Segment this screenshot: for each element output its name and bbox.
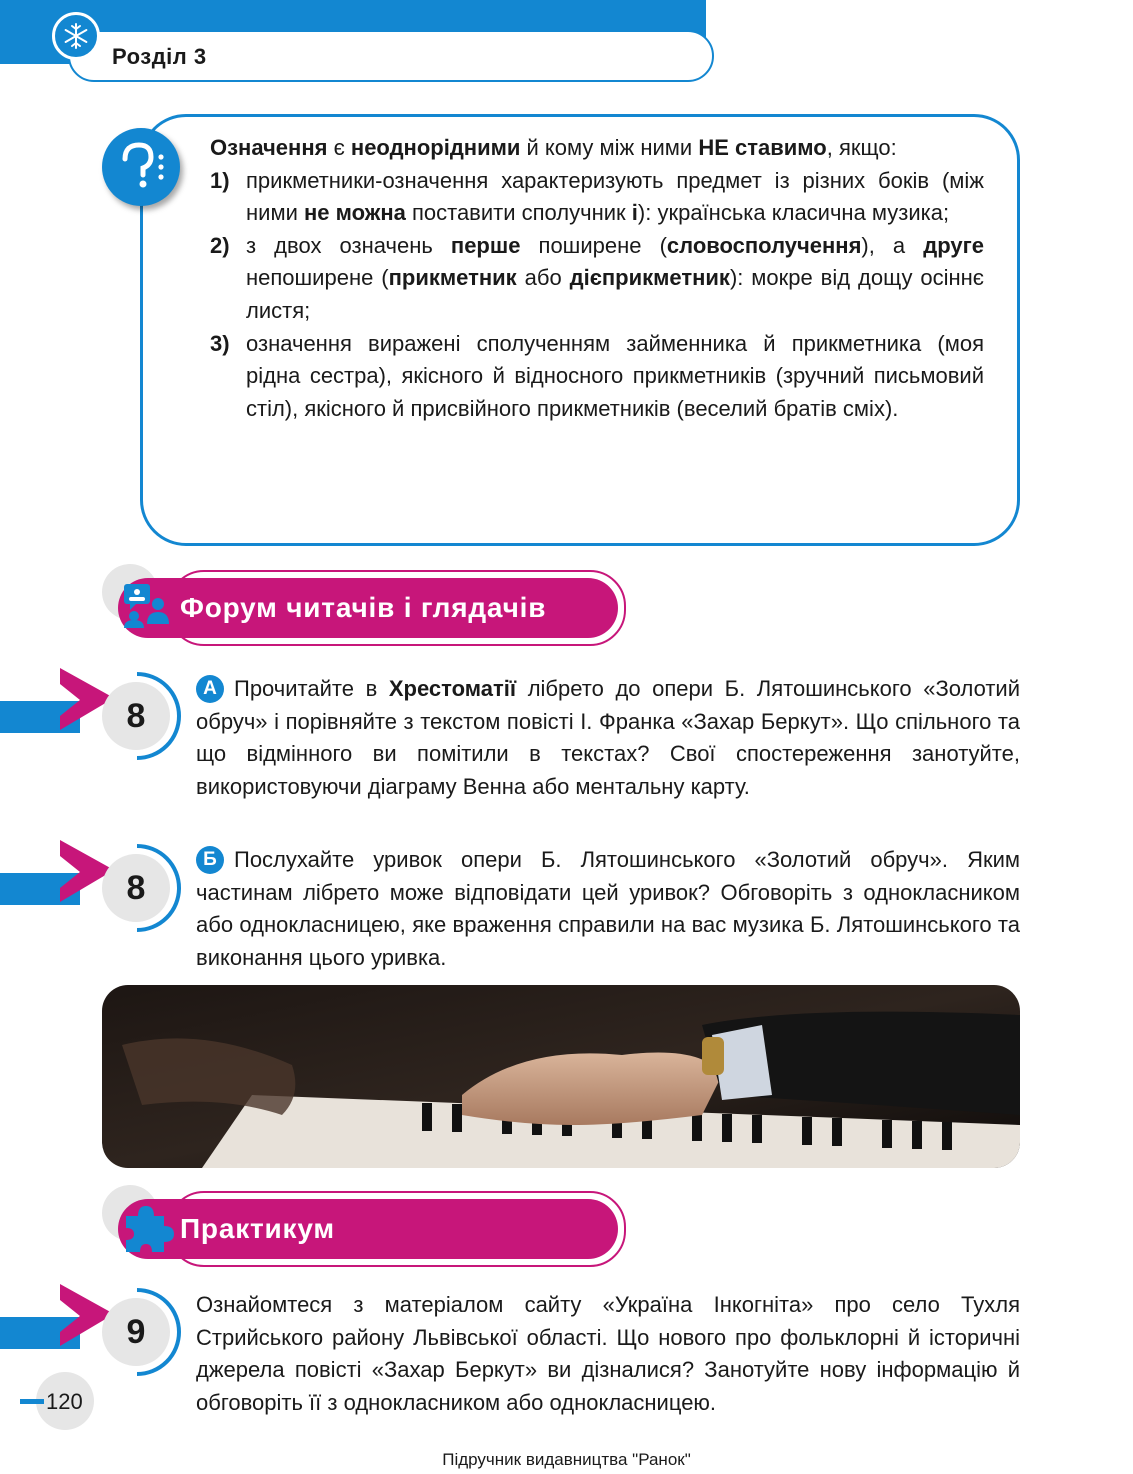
task-badge-a: А <box>196 675 224 703</box>
text-run: й кому між ними <box>520 135 699 160</box>
bold-text-run: Хрестоматії <box>388 676 517 701</box>
snowflake-icon <box>52 12 100 60</box>
text-run: прикметники-означення характеризують предмет із різних боків (між ними <box>246 167 984 226</box>
text-run: Послухайте уривок опери Б. Лятошинського «Золотий обруч». Яким частинам лібрето може відповідати цей уривок? Обговоріть з однокласником або однокласницею, яке враження справили на вас музика Б. Лятошинського та виконання цього уривка. <box>196 847 1020 970</box>
task-8b-body <box>196 847 1020 970</box>
rule-item <box>210 328 984 426</box>
publisher-footer: Підручник видавництва "Ранок" <box>442 1450 691 1469</box>
bold-text-run: НЕ ставимо <box>698 135 827 160</box>
rule-item-number: 2) <box>210 232 230 258</box>
text-run: означення виражені сполученням займенника й прикметника (моя рідна сестра), якісного й відносного прикметників (зручний письмовий стіл), якісного й присвійного прикметників (веселий братів сміх). <box>246 330 984 421</box>
task-marker-arc <box>92 843 182 933</box>
text-run: з двох означень <box>246 232 451 258</box>
task-number-9: 9 <box>102 1298 170 1366</box>
rule-item-text <box>246 168 984 226</box>
rule-item <box>210 230 984 328</box>
rule-item <box>210 165 984 230</box>
task-number-8a: 8 <box>102 682 170 750</box>
text-run: лібрето до опери Б. Лятошинського «Золотий обруч» і порівняйте з текстом повісті І. Франка «Захар Беркут». Що спільного та що відмінного ви помітили в текстах? Свої спостереження занотуйте, використовуючи діаграму Венна або ментальну карту. <box>196 676 1020 799</box>
readers-forum-icon <box>120 578 174 632</box>
text-run: Прочитайте в <box>234 676 389 701</box>
rule-item-number: 3) <box>210 330 230 356</box>
rule-item-number: 1) <box>210 167 230 193</box>
task-badge-b: Б <box>196 846 224 874</box>
task-marker-arc <box>92 671 182 761</box>
text-run: непоширене ( <box>246 265 389 291</box>
text-run: поставити сполучник <box>405 200 632 226</box>
bold-text-run: прикметник <box>388 265 517 291</box>
bold-text-run: словосполучення <box>666 232 862 258</box>
bold-text-run: перше <box>450 232 521 258</box>
section-title: Розділ 3 <box>112 44 207 69</box>
forum-banner <box>118 578 618 638</box>
bold-text-run: неоднорідними <box>350 135 521 160</box>
rule-list <box>210 165 984 426</box>
text-run: , якщо: <box>826 135 897 160</box>
practicum-banner <box>118 1199 618 1259</box>
task-number-8b: 8 <box>102 854 170 922</box>
task-8a-text <box>196 673 1020 803</box>
text-run: ), а <box>861 232 924 258</box>
bold-text-run: друге <box>923 232 985 258</box>
text-run: ): українська класична музика; <box>637 200 950 226</box>
task-9-text <box>196 1289 1020 1419</box>
rule-intro <box>210 132 984 165</box>
rule-item-text <box>246 331 984 421</box>
bold-text-run: дієприкметник <box>569 265 730 291</box>
task-9-body <box>196 1289 1020 1419</box>
page-number: 120 <box>46 1389 83 1414</box>
task-marker-arc <box>92 1287 182 1377</box>
practicum-title: Практикум <box>180 1213 335 1244</box>
forum-title: Форум читачів і глядачів <box>180 592 547 623</box>
piano-hands-photo <box>102 985 1020 1168</box>
text-run: або <box>516 265 570 291</box>
bold-text-run: Означення <box>210 135 328 160</box>
text-run: є <box>327 135 351 160</box>
rule-item-text <box>246 233 984 323</box>
task-8b-text <box>196 844 1020 974</box>
puzzle-icon <box>118 1198 176 1256</box>
rule-text <box>210 132 984 425</box>
question-dots-icon <box>102 128 180 206</box>
text-run: поширене ( <box>520 232 667 258</box>
task-8a-body <box>196 676 1020 799</box>
text-run: Ознайомтеся з матеріалом сайту «Україна Інкогніта» про село Тухля Стрийського району Львівської області. Що нового про фольклорні й історичні джерела повісті «Захар Беркут» ви дізналися? Занотуйте нову інформацію й обговоріть її з однокласником або однокласницею. <box>196 1292 1020 1415</box>
bold-text-run: не можна <box>303 200 406 226</box>
bold-text-run: і <box>631 200 638 226</box>
text-run: ): мокре від дощу осіннє листя; <box>246 265 985 323</box>
page-number-dash <box>20 1399 44 1404</box>
